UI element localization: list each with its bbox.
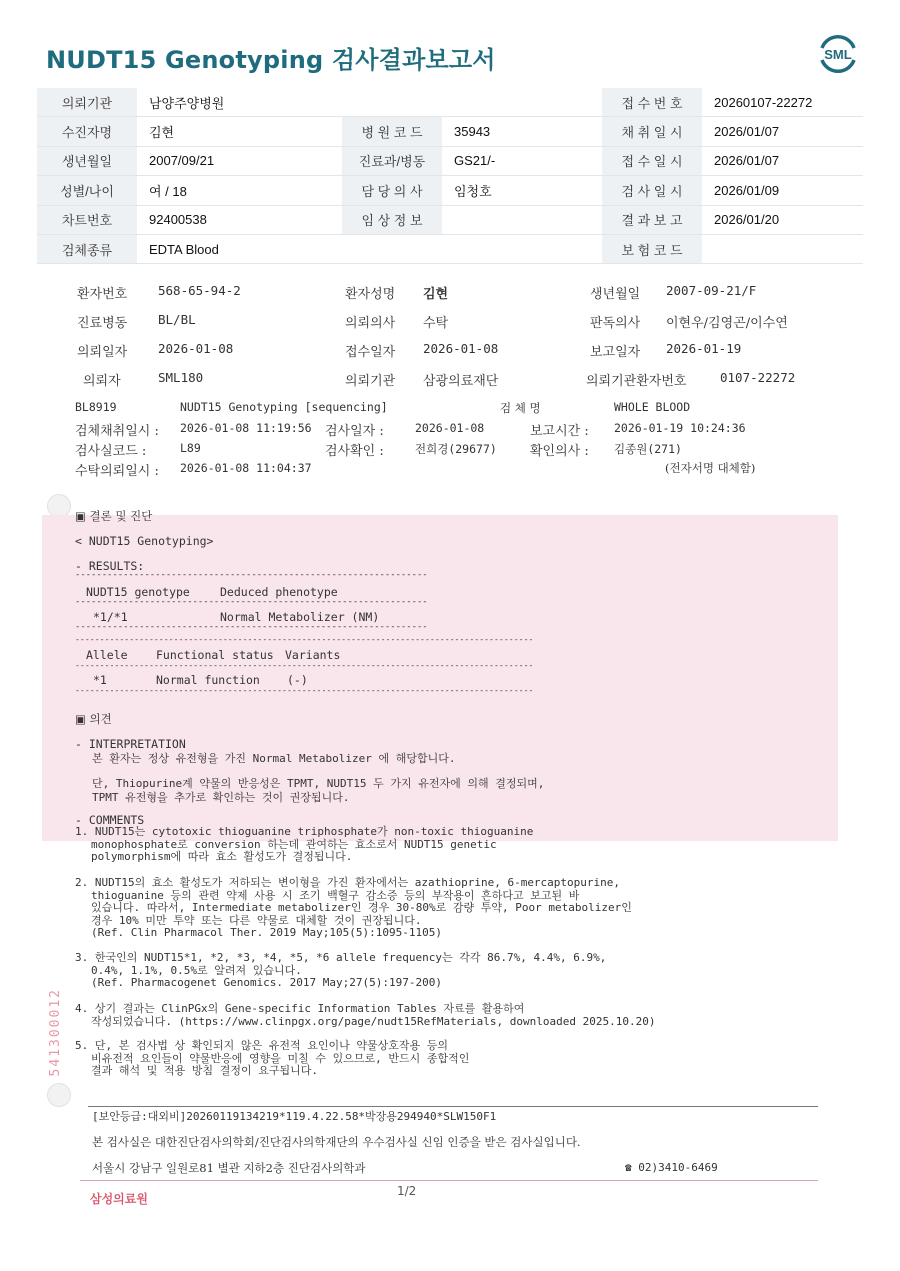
genotype-value: *1/*1 [93,610,128,624]
interpretation-label: - INTERPRETATION [75,737,186,751]
header-functional-status: Functional status [156,648,274,662]
value-recv-date: 2026-01-08 [423,341,499,356]
value-req-date: 2026-01-08 [158,341,234,356]
binder-hole [47,1083,71,1107]
order-info-row [37,205,863,234]
field-value: GS21/- [442,146,602,175]
field-label [342,88,442,117]
field-label: 성별/나이 [37,176,137,205]
comment-line: 있습니다. 따라서, Intermediate metabolizer인 경우 30-80%로 감량 투약, Poor metabolizer인 [91,901,632,914]
value-inst-patient-no: 0107-22272 [720,370,796,385]
variants-value: (-) [287,673,308,687]
field-value: 남양주양병원 [137,88,342,117]
value-read-doctor: 이현우/김영곤/이수연 [666,316,788,331]
labcode-label: 검사실코드 : [75,444,147,459]
field-label: 임 상 정 보 [342,205,442,234]
footer-divider-red [80,1180,818,1181]
test-name: NUDT15 Genotyping [sequencing] [180,400,388,414]
esign-note: (전자서명 대체함) [665,461,756,475]
comment-line: (Ref. Pharmacogenet Genomics. 2017 May;27(5):197-200) [91,976,442,989]
label-requester: 의뢰자 [83,374,121,389]
field-label: 진료과/병동 [342,146,442,175]
specimen-value: WHOLE BLOOD [614,400,691,414]
value-ref-doctor: 수탁 [423,316,449,331]
order-info-row [37,234,863,263]
field-label: 차트번호 [37,205,137,234]
labcode-value: L89 [180,441,201,455]
comment-line: 4. 상기 결과는 ClinPGx의 Gene-specific Information Tables 자료를 활용하여 [75,1002,525,1015]
label-req-date: 의뢰일자 [77,345,128,360]
logo-text: SML [824,47,852,62]
field-label: 채 취 일 시 [602,117,702,146]
field-label: 생년월일 [37,146,137,175]
results-label: - RESULTS: [75,559,145,573]
field-value [702,234,863,263]
value-birth: 2007-09-21/F [666,283,757,298]
field-label: 접 수 일 시 [602,146,702,175]
label-read-doctor: 판독의사 [590,316,641,331]
comment-3 [75,952,606,990]
field-value: 2026/01/07 [702,146,863,175]
label-inst-patient-no: 의뢰기관환자번호 [586,374,687,389]
field-label [342,234,442,263]
field-label: 의뢰기관 [37,88,137,117]
comment-5 [75,1040,469,1078]
field-value: 2026/01/07 [702,117,863,146]
hospital-brand: 삼성의료원 [90,1192,148,1206]
field-label: 병 원 코 드 [342,117,442,146]
divider: --------------------------------------------------------------------------------------------- [75,685,534,695]
label-ward: 진료병동 [77,316,128,331]
comment-1 [75,826,533,864]
comment-line: 비유전적 요인들이 약물반응에 영향을 미칠 수 있으므로, 반드시 종합적인 [91,1051,470,1065]
comment-line: 결과 해석 및 적용 방침 결정이 요구됩니다. [91,1064,318,1077]
field-label: 보 험 코 드 [602,234,702,263]
divider: ------------------------------------------------------------------ [75,622,428,632]
label-patient-no: 환자번호 [77,287,128,302]
header-genotype: NUDT15 genotype [86,585,190,599]
label-ref-doctor: 의뢰의사 [345,316,396,331]
consign-value: 2026-01-08 11:04:37 [180,461,312,475]
reporttime-label: 보고시간 : [530,424,589,439]
field-value: 2007/09/21 [137,146,342,175]
divider: --------------------------------------------------------------------------------------------- [75,660,534,670]
field-value: 2026/01/20 [702,205,863,234]
value-patient-no: 568-65-94-2 [158,283,241,298]
comment-line: 경우 10% 미만 투약 또는 다른 약물로 대체할 것이 권장됩니다. [91,913,422,927]
field-value [442,234,602,263]
certification-note: 본 검사실은 대한진단검사의학회/진단검사의학재단의 우수검사실 신임 인증을 받은 검사실입니다. [92,1135,581,1149]
value-report-date: 2026-01-19 [666,341,742,356]
order-info-row [37,117,863,146]
allele-value: *1 [93,673,107,687]
field-label: 검체종류 [37,234,137,263]
interpretation-line: 단, Thiopurine계 약물의 반응성은 TPMT, NUDT15 두 가지 유전자에 의해 결정되며, [92,777,545,790]
divider: ------------------------------------------------------------------ [75,597,428,607]
field-value: 20260107-22272 [702,88,863,117]
testdate-label: 검사일자 : [325,424,384,439]
field-label: 접 수 번 호 [602,88,702,117]
label-recv-date: 접수일자 [345,345,396,360]
order-info-row [37,176,863,205]
interpretation-line: 본 환자는 정상 유전형을 가진 Normal Metabolizer 에 해당합니다. [92,752,456,765]
field-label: 수진자명 [37,117,137,146]
field-value: 2026/01/09 [702,176,863,205]
field-value [442,88,602,117]
comment-line: 5. 단, 본 검사법 상 확인되지 않은 유전적 요인이나 약물상호작용 등의 [75,1039,448,1052]
divider: ------------------------------------------------------------------ [75,570,428,580]
header-variants: Variants [285,648,341,662]
value-ward: BL/BL [158,312,196,327]
verify-label: 검사확인 : [325,444,384,459]
lab-address: 서울시 강남구 일원로81 별관 지하2층 진단검사의학과 [92,1161,366,1175]
lab-phone: ☎ 02)3410-6469 [625,1161,718,1174]
specimen-label: 검 체 명 [500,401,541,415]
label-patient-name: 환자성명 [345,287,396,302]
value-ref-inst: 삼광의료재단 [423,374,499,389]
sml-logo [816,32,860,76]
value-requester: SML180 [158,370,204,385]
verify-value: 전희경(29677) [415,442,497,456]
value-patient-name: 김현 [423,287,449,302]
test-code: BL8919 [75,400,117,414]
label-birth: 생년월일 [590,287,641,302]
vertical-serial-stamp: 541300012 [48,988,63,1077]
comments-label: - COMMENTS [75,813,145,827]
label-ref-inst: 의뢰기관 [345,374,396,389]
field-label: 검 사 일 시 [602,176,702,205]
comment-2 [75,877,632,940]
security-line: [보안등급:대외비]20260119134219*119.4.22.58*박장용294940*SLW150F1 [92,1110,497,1123]
phenotype-value: Normal Metabolizer (NM) [220,610,380,624]
comment-line: monophosphate로 conversion 하는데 관여하는 효소로서 NUDT15 genetic [91,837,497,851]
opinion-heading: ▣ 의견 [75,712,112,726]
collect-label: 검체채취일시 : [75,424,159,439]
divider: --------------------------------------------------------------------------------------------- [75,634,534,644]
comment-line: thioguanine 등의 관련 약제 사용 시 조기 백혈구 감소증 등의 부작용이 흔하다고 보고된 바 [91,888,580,902]
label-report-date: 보고일자 [590,345,641,360]
field-value: 92400538 [137,205,342,234]
comment-line: polymorphism에 따라 효소 활성도가 결정됩니다. [91,850,353,863]
field-value [442,205,602,234]
order-info-row [37,88,863,117]
header-phenotype: Deduced phenotype [220,585,338,599]
field-label: 결 과 보 고 [602,205,702,234]
page-number: 1/2 [397,1184,417,1198]
order-info-row [37,146,863,175]
conclusion-sub: < NUDT15 Genotyping> [75,534,214,548]
collect-value: 2026-01-08 11:19:56 [180,421,312,435]
consign-label: 수탁의뢰일시 : [75,464,159,479]
testdate-value: 2026-01-08 [415,421,485,435]
interpretation-line: TPMT 유전형을 추가로 확인하는 것이 권장됩니다. [92,791,350,804]
comment-line: 작성되었습니다. (https://www.clinpgx.org/page/nudt15RefMaterials, downloaded 2025.10.20) [91,1014,656,1028]
footer-divider [88,1106,818,1107]
comment-line: 1. NUDT15는 cytotoxic thioguanine triphosphate가 non-toxic thioguanine [75,825,534,838]
field-value: 김현 [137,117,342,146]
confirm-doctor-label: 확인의사 : [530,444,589,459]
field-value: EDTA Blood [137,234,342,263]
report-title: NUDT15 Genotyping 검사결과보고서 [46,46,496,74]
comment-line: 0.4%, 1.1%, 0.5%로 알려져 있습니다. [91,963,302,977]
reporttime-value: 2026-01-19 10:24:36 [614,421,746,435]
header-allele: Allele [86,648,128,662]
status-value: Normal function [156,673,260,687]
comment-line: 3. 한국인의 NUDT15*1, *2, *3, *4, *5, *6 allele frequency는 각각 86.7%, 4.4%, 6.9%, [75,951,607,964]
field-label: 담 당 의 사 [342,176,442,205]
comment-4 [75,1003,655,1028]
comment-line: (Ref. Clin Pharmacol Ther. 2019 May;105(5):1095-1105) [91,926,442,939]
field-value: 임청호 [442,176,602,205]
order-info-table [37,88,863,264]
confirm-doctor-value: 김종원(271) [614,442,682,456]
field-value: 여 / 18 [137,176,342,205]
field-value: 35943 [442,117,602,146]
conclusion-heading: ▣ 결론 및 진단 [75,509,153,523]
comment-line: 2. NUDT15의 효소 활성도가 저하되는 변이형을 가진 환자에서는 azathioprine, 6-mercaptopurine, [75,876,621,889]
